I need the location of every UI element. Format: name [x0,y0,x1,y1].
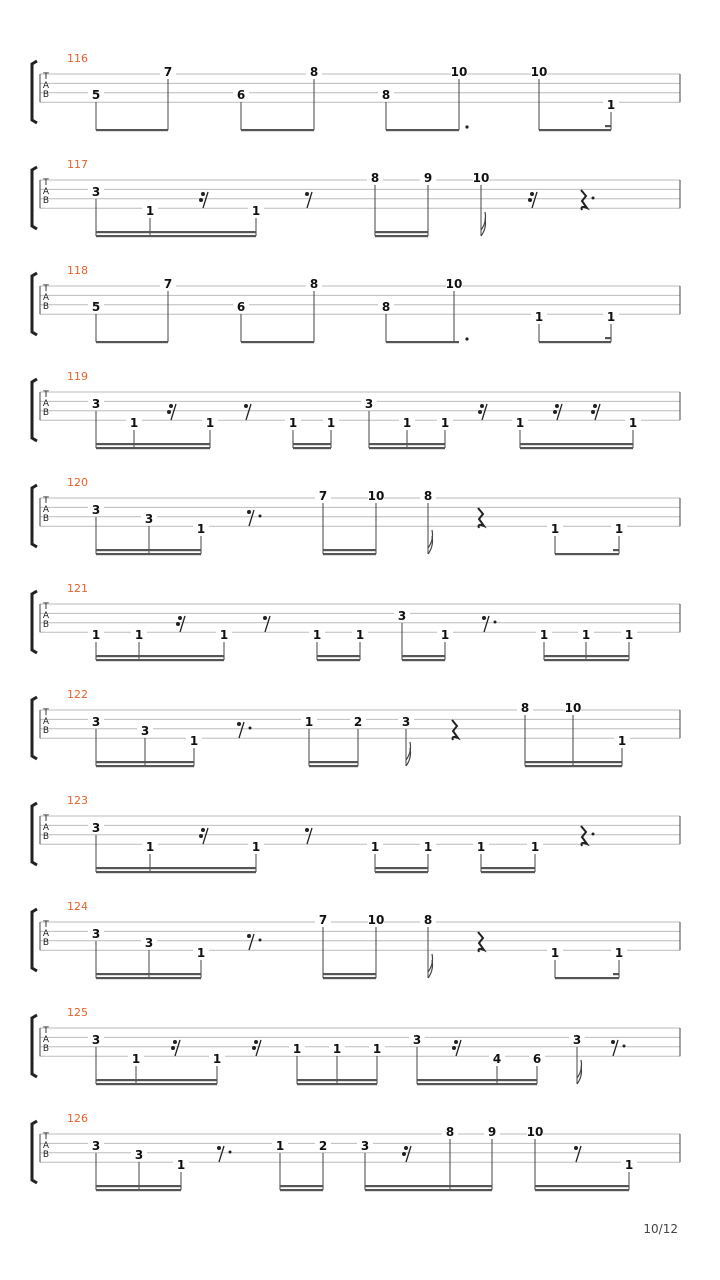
note-beam [96,655,224,657]
fret-number: 1 [129,416,139,430]
rest-head [482,616,486,620]
rest-head [167,410,171,414]
rest-head [305,192,309,196]
fret-number: 1 [624,628,634,642]
fret-number: 1 [440,416,450,430]
fret-number: 8 [309,65,319,79]
note-beam [96,1185,181,1187]
note-beam [323,977,376,979]
augmentation-dot [465,125,468,128]
quarter-rest [478,932,484,952]
fret-number: 7 [163,65,173,79]
fret-number: 1 [606,98,616,112]
tab-clef-letter: T [43,1026,49,1036]
fret-number: 1 [614,522,624,536]
note-beam [96,235,256,237]
fret-number: 3 [134,1148,144,1162]
system-bracket [32,485,37,547]
note-beam [375,235,428,237]
note-beam [386,341,459,343]
note-beam [96,659,224,661]
fret-number: 1 [539,628,549,642]
fret-number: 10 [526,1125,544,1139]
rest-dot [259,515,262,518]
fret-number: 6 [236,88,246,102]
tab-clef-letter: A [42,823,50,833]
fret-number: 1 [251,204,261,218]
fret-number: 1 [624,1158,634,1172]
rest-head [252,1046,256,1050]
note-beam-stub [605,125,611,127]
fret-number: 3 [91,397,101,411]
measure-number: 117 [67,158,88,171]
tab-clef-letter: T [43,708,49,718]
fret-number: 2 [318,1139,328,1153]
system-bracket [32,61,37,123]
note-beam [96,231,256,233]
fret-number: 1 [550,946,560,960]
tab-system-122 [32,688,680,767]
fret-number: 10 [530,65,548,79]
fret-number: 4 [492,1052,502,1066]
fret-number: 3 [91,1033,101,1047]
fret-number: 3 [401,715,411,729]
fret-number: 1 [617,734,627,748]
note-beam [544,659,629,661]
augmentation-dot [465,337,468,340]
page-number: 10/12 [643,1222,678,1236]
fret-number: 1 [145,204,155,218]
note-beam [323,973,376,975]
fret-number: 1 [292,1042,302,1056]
rest-head [553,410,557,414]
fret-number: 6 [236,300,246,314]
fret-number: 1 [628,416,638,430]
rest-head [478,410,482,414]
fret-number: 1 [530,840,540,854]
note-beam [535,1185,629,1187]
rest-head [247,934,251,938]
fret-number: 8 [520,701,530,715]
rest-head [452,1046,456,1050]
tab-clef-letter: A [42,81,50,91]
fret-number: 1 [176,1158,186,1172]
fret-number: 3 [91,503,101,517]
rest-head [176,622,180,626]
fret-number: 1 [355,628,365,642]
note-beam [96,1079,217,1081]
note-beam [525,761,622,763]
note-beam [280,1189,323,1191]
note-beam [402,659,445,661]
quarter-rest [581,826,587,846]
rest-head [244,404,248,408]
tab-clef-letter: B [42,1150,50,1160]
rest-head [247,510,251,514]
note-beam-stub [613,549,619,551]
note-beam [297,1083,377,1085]
fret-number: 1 [581,628,591,642]
measure-number: 120 [67,476,88,489]
system-bracket [32,909,37,971]
tab-clef-letter: A [42,1141,50,1151]
note-beam [544,655,629,657]
rest-head [574,1146,578,1150]
note-beam [96,761,194,763]
rest-head [591,410,595,414]
note-beam [96,871,256,873]
note-beam [539,129,611,131]
rest-head [199,834,203,838]
note-beam [297,1079,377,1081]
rest-head [201,192,205,196]
rest-dot [623,1045,626,1048]
fret-number: 1 [440,628,450,642]
system-bracket [32,1015,37,1077]
note-beam [96,447,210,449]
rest-head [237,722,241,726]
fret-number: 1 [288,416,298,430]
fret-number: 1 [402,416,412,430]
rest-dot [229,1151,232,1154]
fret-number: 9 [487,1125,497,1139]
note-beam-stub [605,337,611,339]
tab-system-125 [32,1006,680,1085]
rest-head [528,198,532,202]
rest-dot [494,621,497,624]
rest-head [169,404,173,408]
quarter-rest [581,190,587,210]
note-beam [309,765,358,767]
note-beam [96,973,201,975]
measure-number: 125 [67,1006,88,1019]
note-beam [520,447,633,449]
measure-number: 121 [67,582,88,595]
fret-number: 1 [476,840,486,854]
fret-number: 3 [364,397,374,411]
note-beam [96,443,210,445]
tab-clef-letter: B [42,514,50,524]
note-beam [317,659,360,661]
fret-number: 3 [397,609,407,623]
quarter-rest [452,720,458,740]
fret-number: 1 [332,1042,342,1056]
rest-dot [259,939,262,942]
fret-number: 10 [472,171,490,185]
measure-number: 124 [67,900,88,913]
system-bracket [32,273,37,335]
fret-number: 3 [360,1139,370,1153]
note-beam [539,341,611,343]
note-beam [375,871,428,873]
system-bracket [32,591,37,653]
tab-system-118 [32,264,680,343]
rest-head [305,828,309,832]
tab-system-123 [32,794,680,873]
fret-number: 9 [423,171,433,185]
tab-clef-letter: B [42,620,50,630]
rest-head [480,404,484,408]
quarter-rest [478,508,484,528]
measure-number: 119 [67,370,88,383]
fret-number: 7 [318,489,328,503]
fret-number: 10 [367,913,385,927]
tab-clef-letter: A [42,1035,50,1045]
tab-clef-letter: B [42,302,50,312]
fret-number: 3 [144,512,154,526]
fret-number: 7 [318,913,328,927]
fret-number: 8 [309,277,319,291]
fret-number: 1 [372,1042,382,1056]
note-beam [535,1189,629,1191]
note-beam [323,549,376,551]
fret-number: 10 [367,489,385,503]
fret-number: 1 [423,840,433,854]
note-beam [293,443,331,445]
fret-number: 1 [91,628,101,642]
tab-clef-letter: T [43,814,49,824]
fret-number: 3 [91,821,101,835]
note-beam [96,341,168,343]
note-beam [241,129,314,131]
note-beam [309,761,358,763]
system-bracket [32,379,37,441]
tab-clef-letter: B [42,832,50,842]
note-beam [369,447,445,449]
note-beam [520,443,633,445]
note-beam [369,443,445,445]
system-bracket [32,697,37,759]
tab-clef-letter: B [42,938,50,948]
tab-clef-letter: A [42,505,50,515]
tab-system-116 [32,52,680,131]
note-beam [317,655,360,657]
note-beam [555,553,619,555]
fret-number: 1 [212,1052,222,1066]
tab-system-117 [32,158,680,237]
fret-number: 1 [196,522,206,536]
note-beam [386,129,459,131]
rest-dot [592,833,595,836]
fret-number: 1 [219,628,229,642]
measure-number: 126 [67,1112,88,1125]
note-beam [241,341,314,343]
fret-number: 1 [550,522,560,536]
rest-dot [249,727,252,730]
note-beam [481,871,535,873]
rest-head [201,828,205,832]
note-beam [525,765,622,767]
tab-clef-letter: T [43,920,49,930]
fret-number: 6 [532,1052,542,1066]
tab-clef-letter: T [43,1132,49,1142]
fret-number: 5 [91,88,101,102]
note-beam [323,553,376,555]
fret-number: 1 [189,734,199,748]
tab-clef-letter: A [42,611,50,621]
fret-number: 1 [205,416,215,430]
note-beam [96,553,201,555]
measure-number: 116 [67,52,88,65]
tab-clef-letter: T [43,284,49,294]
fret-number: 3 [144,936,154,950]
fret-number: 3 [572,1033,582,1047]
note-beam [96,867,256,869]
fret-number: 8 [381,88,391,102]
note-beam [402,655,445,657]
system-bracket [32,803,37,865]
fret-number: 1 [614,946,624,960]
tab-clef-letter: T [43,602,49,612]
rest-head [173,1040,177,1044]
tab-system-120 [32,476,680,555]
rest-head [593,404,597,408]
fret-number: 3 [412,1033,422,1047]
note-beam [365,1189,492,1191]
tab-clef-letter: A [42,717,50,727]
note-beam [96,1083,217,1085]
tab-clef-letter: T [43,390,49,400]
tab-system-124 [32,900,680,979]
fret-number: 5 [91,300,101,314]
fret-number: 1 [326,416,336,430]
note-beam [96,765,194,767]
rest-dot [592,197,595,200]
rest-head [263,616,267,620]
note-beam [417,1079,537,1081]
fret-number: 1 [304,715,314,729]
fret-number: 1 [534,310,544,324]
fret-number: 1 [370,840,380,854]
rest-head [402,1152,406,1156]
tab-clef-letter: B [42,196,50,206]
fret-number: 3 [91,1139,101,1153]
note-beam-stub [613,973,619,975]
rest-head [611,1040,615,1044]
fret-number: 1 [515,416,525,430]
rest-head [171,1046,175,1050]
tab-system-126 [32,1112,680,1191]
tab-clef-letter: A [42,399,50,409]
note-beam [96,1189,181,1191]
rest-head [555,404,559,408]
fret-number: 8 [445,1125,455,1139]
fret-number: 1 [131,1052,141,1066]
fret-number: 8 [370,171,380,185]
fret-number: 10 [450,65,468,79]
note-beam [96,549,201,551]
note-beam [96,129,168,131]
note-beam [555,977,619,979]
measure-number: 123 [67,794,88,807]
system-bracket [32,1121,37,1183]
tab-clef-letter: T [43,178,49,188]
fret-number: 10 [445,277,463,291]
fret-number: 1 [275,1139,285,1153]
note-beam [481,867,535,869]
tab-clef-letter: B [42,1044,50,1054]
rest-head [199,198,203,202]
tab-clef-letter: B [42,408,50,418]
fret-number: 1 [606,310,616,324]
note-beam [417,1083,537,1085]
tab-clef-letter: B [42,90,50,100]
tab-system-119 [32,370,680,449]
fret-number: 8 [423,913,433,927]
measure-number: 118 [67,264,88,277]
fret-number: 3 [91,715,101,729]
note-beam [293,447,331,449]
fret-number: 3 [91,185,101,199]
rest-head [178,616,182,620]
fret-number: 2 [353,715,363,729]
fret-number: 10 [564,701,582,715]
rest-head [217,1146,221,1150]
fret-number: 7 [163,277,173,291]
tab-clef-letter: T [43,496,49,506]
tab-clef-letter: A [42,293,50,303]
rest-head [454,1040,458,1044]
tab-system-121 [32,582,680,661]
fret-number: 3 [91,927,101,941]
rest-head [404,1146,408,1150]
fret-number: 1 [145,840,155,854]
fret-number: 8 [423,489,433,503]
fret-number: 1 [312,628,322,642]
note-beam [375,231,428,233]
tab-clef-letter: A [42,187,50,197]
rest-head [254,1040,258,1044]
fret-number: 1 [134,628,144,642]
system-bracket [32,167,37,229]
fret-number: 8 [381,300,391,314]
rest-head [530,192,534,196]
note-beam [375,867,428,869]
note-beam [365,1185,492,1187]
fret-number: 3 [140,724,150,738]
fret-number: 1 [251,840,261,854]
tab-clef-letter: A [42,929,50,939]
note-beam [96,977,201,979]
tab-clef-letter: B [42,726,50,736]
fret-number: 1 [196,946,206,960]
measure-number: 122 [67,688,88,701]
note-beam [280,1185,323,1187]
tab-clef-letter: T [43,72,49,82]
